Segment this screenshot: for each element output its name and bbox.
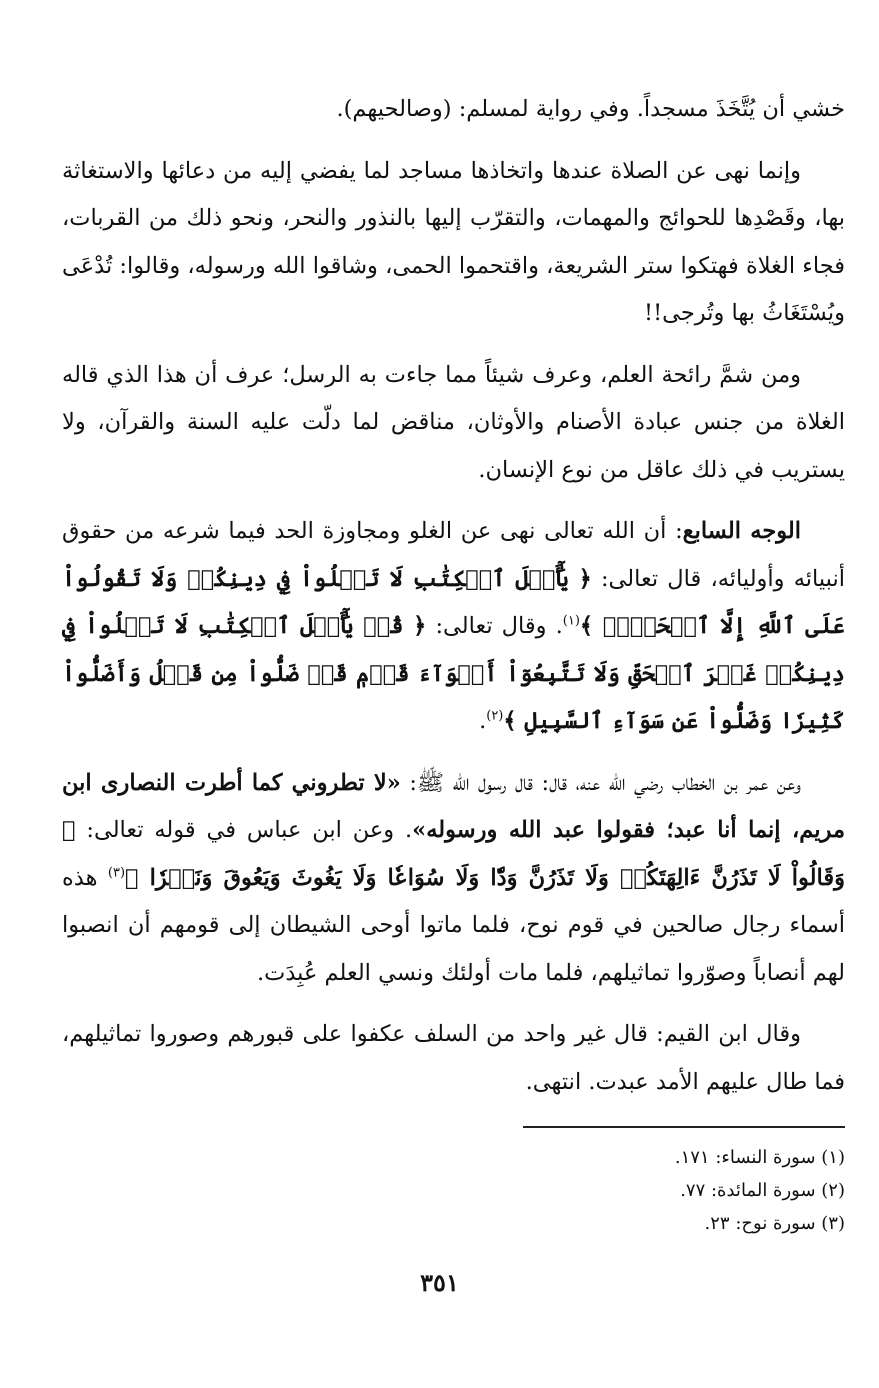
body-text: وعن عمر بن الخطاب رضي الله عنه، قال: قال رسول الله ﷺ: (400, 769, 801, 796)
body-text: هذه أسماء رجال صالحين في قوم نوح، فلما ماتوا أوحى الشيطان إلى قومهم أن انصبوا لهم أنصاباً وصوّروا تماثيلهم، فلما مات أولئك ونسي العلم عُبِدَت. (62, 864, 845, 986)
body-text: . (479, 708, 487, 734)
footnote-3: (٣) سورة نوح: ٢٣. (704, 1213, 845, 1234)
emphasis-text: الوجه السابع (682, 518, 802, 544)
paragraph-5 (62, 760, 845, 998)
quran-verse: ﴿ يَٰٓأَهۡلَ ٱلۡكِتَٰبِ لَا تَغۡلُواْ فِي دِينِكُمۡ وَلَا تَقُولُواْ عَلَى ٱللَّهِ إِلَّا ٱلۡحَقَّۚ ﴾ (62, 565, 845, 639)
quran-verse: ﴿ قُلۡ يَٰٓأَهۡلَ ٱلۡكِتَٰبِ لَا تَغۡلُواْ فِي دِينِكُمۡ غَيۡرَ ٱلۡحَقِّ وَلَا تَتَّبِعُوٓاْ أَهۡوَآءَ قَوۡمٖ قَدۡ ضَلُّواْ مِن قَبۡلُ وَأَضَلُّواْ كَثِيرٗا وَضَلُّواْ عَن سَوَآءِ ٱلسَّبِيلِ ﴾ (62, 613, 845, 734)
body-text: وقال ابن القيم: قال غير واحد من السلف عكفوا على قبورهم وصوروا تماثيلهم، فما طال عليهم الأمد عبدت. انتهى. (62, 1021, 845, 1095)
page-body (62, 86, 845, 1120)
page-number: ٣٥١ (420, 1268, 459, 1297)
body-text: . وقال تعالى: (426, 613, 563, 639)
footnote-divider (523, 1126, 845, 1128)
footnote-1: (١) سورة النساء: ١٧١. (674, 1147, 845, 1168)
body-text: : أن الله تعالى نهى عن الغلو ومجاوزة الحد فيما شرعه من حقوق أنبيائه وأوليائه، قال تعالى: (62, 518, 845, 592)
footnote-2: (٢) سورة المائدة: ٧٧. (680, 1180, 845, 1201)
body-text: ومن شمَّ رائحة العلم، وعرف شيئاً مما جاءت به الرسل؛ عرف أن هذا الذي قاله الغلاة من جنس عبادة الأصنام والأوثان، مناقض لما دلّت عليه السنة والقرآن، ولا يستريب في ذلك عاقل من نوع الإنسان. (62, 361, 845, 483)
footnote-ref: (١) (562, 613, 580, 629)
footnote-ref: (٣) (107, 865, 126, 880)
footnote-ref: (٢) (486, 708, 504, 724)
paragraph-6 (62, 1011, 845, 1106)
paragraph-2 (62, 148, 845, 338)
paragraph-4 (62, 508, 845, 746)
footnotes (425, 1141, 845, 1240)
paragraph-3 (62, 352, 845, 495)
paragraph-1 (62, 86, 845, 134)
body-text: خشي أن يُتَّخَذَ مسجداً. وفي رواية لمسلم: (وصالحيهم). (336, 96, 845, 122)
body-text: وإنما نهى عن الصلاة عندها واتخاذها مساجد لما يفضي إليه من دعائها والاستغاثة بها، وقَصْدِها للحوائج والمهمات، والتقرّب إليها بالنذور والنحر، ونحو ذلك من القربات، فجاء الغلاة فهتكوا ستر الشريعة، واقتحموا الحمى، وشاقوا الله ورسوله، وقالوا: تُدْعَى ويُسْتَغَاثُ بها وتُرجى!! (62, 157, 845, 326)
body-text: . وعن ابن عباس في قوله تعالى: (75, 817, 413, 843)
quran-verse: ﴿ وَقَالُواْ لَا تَذَرُنَّ ءَالِهَتَكُمۡ وَلَا تَذَرُنَّ وَدّٗا وَلَا سُوَاعٗا وَلَا يَغُوثَ وَيَعُوقَ وَنَسۡرٗا ﴾ (62, 817, 846, 891)
emphasis-text: «لا تطروني كما أطرت النصارى ابن مريم، إنما أنا عبد؛ فقولوا عبد الله ورسوله» (62, 769, 846, 843)
